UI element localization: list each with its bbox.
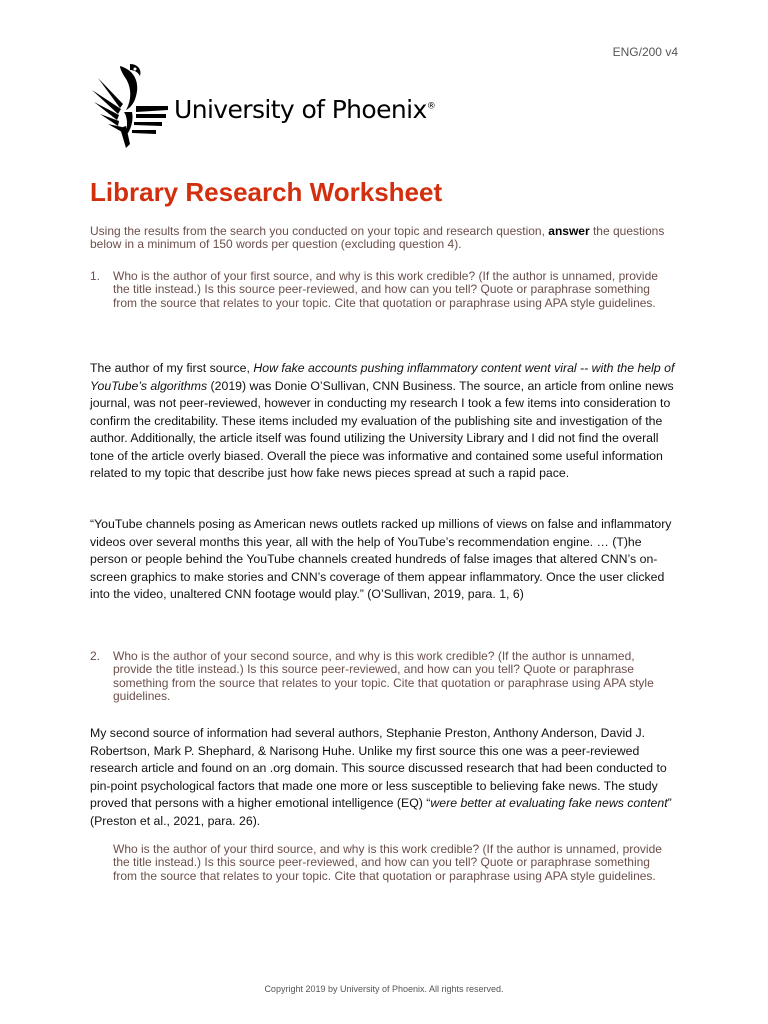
- page-title: Library Research Worksheet: [90, 177, 443, 207]
- answer-2-quote: were better at evaluating fake news content: [430, 796, 668, 810]
- answer-1-paragraph-1: The author of my first source, How fake accounts pushing inflammatory content went viral -- with the help of YouTube’s algorithms (2019) was Donie O’Sullivan, CNN Business. The source, an article from online news journal, was not peer-reviewed, however in conducting my research I took a few items into consideration to confirm the creditability. These items included my evaluation of the publishing site and investigation of the author. Additionally, the article itself was found utilizing the University Library and I did not find the overall tone of the article overly biased. Overall the piece was informative and contained some useful information related to my topic that describe just how fake news pieces spread at such a rapid pace.: [90, 361, 675, 480]
- university-logo: [90, 62, 435, 152]
- question-2: [90, 650, 670, 703]
- instructions-emphasis: answer: [548, 224, 590, 238]
- copyright-footer: Copyright 2019 by University of Phoenix. All rights reserved.: [264, 984, 504, 994]
- registered-mark: ®: [426, 101, 436, 112]
- logo-wordmark: University of Phoenix®: [174, 94, 436, 124]
- question-2-text: Who is the author of your second source, and why is this work credible? (If the author is unnamed, provide the title instead.) Is this source peer-reviewed, and how can you tell? Quote or paraphrase something from the source that relates to your topic. Cite that quotation or paraphrase using APA style guidelines.: [113, 649, 654, 703]
- question-1-text: Who is the author of your first source, and why is this work credible? (If the author is unnamed, provide the title instead.) Is this source peer-reviewed, and how can you tell? Quote or paraphrase something from the source that relates to your topic. Cite that quotation or paraphrase using APA style guidelines.: [113, 269, 658, 310]
- question-2-number: 2.: [90, 649, 101, 663]
- phoenix-bird-icon: [90, 62, 170, 152]
- source-1-title: How fake accounts pushing inflammatory content went viral -- with the help of YouTube’s algorithms: [90, 361, 675, 393]
- question-1: [90, 270, 670, 310]
- instructions: Using the results from the search you conducted on your topic and research question, answer the questions below in a minimum of 150 words per question (excluding question 4).: [90, 224, 665, 252]
- answer-1-quotation: “YouTube channels posing as American news outlets racked up millions of views on false and inflammatory videos over several months this year, all with the help of YouTube’s recommendation engine. … (T)he person or people behind the YouTube channels created hundreds of false images that altered CNN’s on-screen graphics to make stories and CNN’s coverage of them appear inflammatory. Once the user clicked into the video, unaltered CNN footage would play.” (O’Sullivan, 2019, para. 1, 6): [90, 517, 672, 601]
- question-1-number: 1.: [90, 269, 101, 283]
- answer-2-paragraph: My second source of information had several authors, Stephanie Preston, Anthony Anderson, David J. Robertson, Mark P. Shephard, & Narisong Huhe. Unlike my first source this one was a peer-reviewed research article and found on an .org domain. This source discussed research that had been conducted to pin-point psychological factors that made one more or less susceptible to believing fake news. The study proved that persons with a higher emotional intelligence (EQ) “were better at evaluating fake news content” (Preston et al., 2021, para. 26).: [90, 726, 672, 828]
- course-code: ENG/200 v4: [612, 45, 678, 59]
- question-3-number: [90, 843, 113, 883]
- question-3-text: Who is the author of your third source, and why is this work credible? (If the author is unnamed, provide the title instead.) Is this source peer-reviewed, and how can you tell? Quote or paraphrase something from the source that relates to your topic. Cite that quotation or paraphrase using APA style guidelines.: [113, 842, 662, 883]
- question-3: [90, 843, 670, 883]
